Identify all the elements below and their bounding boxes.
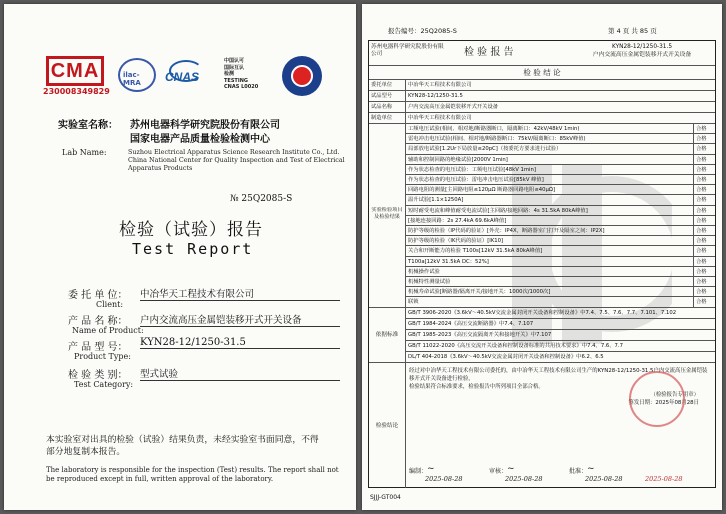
section-title-row	[369, 65, 715, 80]
reviewer-signature: ~	[507, 463, 515, 474]
test-item-text: T100a[12kV 31.5kA DC：52%]	[408, 258, 489, 265]
certification-logos	[43, 56, 326, 104]
lab-name-cn	[58, 118, 280, 145]
cnas-logo: CNAS	[163, 60, 213, 90]
test-item-result: 合格	[696, 187, 707, 194]
divider	[405, 123, 406, 307]
test-item-text: 机械寿命试验[断路器/隔离开关/接地开关：1000次/1000次]	[408, 289, 551, 296]
divider	[405, 307, 406, 362]
product-type-label-en: Product Type:	[74, 352, 131, 361]
info-label: 委托单位	[371, 82, 393, 88]
info-value: 中冶华天工程技术有限公司	[408, 82, 472, 88]
report-conclusion-page	[362, 4, 722, 510]
standard-text: GB/T 3906-2020《3.6kV～40.5kV交流金属封闭开关设备和控制设备》中7.4、7.5、7.6、7.7、7.101、7.102	[408, 309, 677, 316]
footer-code: SJJJ-GT004	[370, 494, 401, 501]
test-item-text: 机械特性测量试验	[408, 279, 451, 285]
product-type-value: KYN28-12/1250-31.5	[140, 337, 340, 349]
items-section-label: 实验检验项目及检验结果	[371, 206, 403, 220]
product-name-label-en: Name of Product:	[72, 326, 144, 335]
lab-name-line1: 苏州电器科学研究院股份有限公司	[130, 120, 280, 131]
editor-label: 编制：	[409, 467, 428, 475]
test-item-result: 合格	[696, 279, 707, 285]
table-title-row	[369, 41, 715, 65]
info-value: 中冶华天工程技术有限公司	[408, 115, 472, 121]
conclusion-table	[368, 40, 716, 488]
report-cover-page	[4, 4, 356, 510]
conclusion-line: 检验结果符合标准要求，检验报告中所列项目全部合格。	[409, 383, 544, 390]
test-item-result: 合格	[696, 166, 707, 173]
product-type-label: 产 品 型 号：	[68, 342, 128, 353]
test-item-text: 温升试验[1.1×1250A]	[408, 197, 464, 204]
test-item-result: 合格	[696, 238, 707, 245]
cqc-logo	[282, 56, 322, 96]
test-item-result: 合格	[696, 217, 707, 224]
test-item-text: 辅助和控制回路的绝缘试验[2000V 1min]	[408, 156, 508, 163]
test-item-text: 机械操作试验	[408, 268, 440, 275]
test-item-result: 合格	[696, 207, 707, 214]
stamp-label: （检验报告专用章）	[650, 391, 699, 398]
test-item-result: 合格	[696, 268, 707, 275]
test-item-text: 联锁	[408, 299, 419, 306]
lab-name-en: Suzhou Electrical Apparatus Science Research Institute Co., Ltd. China National Center for Quality Inspection and Test of Electrical Apparatus Products	[128, 148, 345, 173]
test-item-result: 合格	[696, 126, 707, 132]
lab-name-label: 实验室名称：	[58, 120, 118, 131]
test-category-label: 检 验 类 别：	[68, 370, 128, 381]
test-item-text: 短时耐受电流和峰值耐受电流试验[主回路/接地回路：4s 31.5kA 80kA峰值]	[408, 207, 588, 214]
lab-name-line2: 国家电器产品质量检验检测中心	[130, 134, 270, 145]
header-page-info: 第 4 页 共 85 页	[608, 27, 657, 35]
approver-date: 2025-08-28	[585, 474, 623, 483]
disclaimer-cn: 本实验室对出具的检验（试验）结果负责，未经实验室书面同意，不得部分地复制本报告。	[46, 435, 319, 457]
report-title-en: Test Report	[132, 240, 254, 258]
test-item-text: 防护等级的检验（IP代码的验证）[外壳：IP4X，断路器室门打开及隔室之间：IP2X]	[408, 228, 605, 234]
test-item-text: 局部放电试验[1.2Ur下局放量≤20pC]（按委托方要求进行试验）	[408, 146, 562, 153]
signature-row	[409, 464, 711, 486]
test-category-label-en: Test Category:	[74, 380, 134, 389]
test-item-result: 合格	[696, 136, 707, 143]
test-item-text: 工频电压试验(相间、相对地/断路器断口，隔离断口：42kV/48kV 1min)	[408, 126, 580, 132]
header-product: KYN28-12/1250-31.5 户内交流高压金属铠装移开式开关设备	[592, 44, 692, 58]
standard-text: GB/T 1984-2024《高压交流断路器》中7.4、7.107	[408, 320, 534, 327]
test-item-result: 合格	[696, 228, 707, 234]
test-item-result: 合格	[696, 248, 707, 255]
product-name-label: 产 品 名 称：	[68, 316, 128, 327]
client-label: 委 托 单 位：	[68, 290, 128, 301]
standard-text: GB/T 11022-2020《高压交流开关设备和控制设备标准的共用技术要求》中7.4、7.6、7.7	[408, 342, 623, 349]
test-item-text: 关合和开断能力的检验 T100s[12kV 31.5kA 80kA峰值]	[408, 248, 543, 255]
institute-name: 苏州电器科学研究院股份有限公司	[371, 44, 444, 57]
cma-mark: CMA	[46, 56, 104, 86]
test-item-result: 合格	[696, 299, 707, 306]
accreditation-text: 中国认可 国际互认 检测 TESTING CNAS L0020	[224, 58, 259, 90]
info-label: 试品名称	[371, 104, 393, 110]
lab-name-label-en: Lab Name:	[62, 148, 107, 157]
info-value: KYN28-12/1250-31.5	[408, 93, 463, 99]
product-name-value: 户内交流高压金属铠装移开式开关设备	[140, 312, 340, 327]
test-item-text: 防护等级的检验（IK代码的验证）[IK10]	[408, 238, 504, 245]
test-item-text: 雷电冲击电压试验(相间、相对地/断路器断口：75kV/隔离断口：85kV峰值)	[408, 136, 586, 143]
standards-section-label: 依据标准	[375, 332, 399, 339]
info-label: 制造单位	[371, 115, 393, 121]
editor-signature: ~	[427, 463, 435, 474]
test-item-text: 回路电阻的测量[主回路电阻≤120μΩ 断路器回路电阻≤40μΩ]	[408, 187, 556, 194]
conclusion-label: 检验结论	[375, 423, 399, 430]
divider	[405, 363, 406, 488]
doc-title: 检 验 报 告	[464, 47, 514, 58]
ilac-mra-logo: ilac-MRA	[118, 58, 156, 92]
editor-date: 2025-08-28	[425, 474, 463, 483]
test-item-result: 合格	[696, 258, 707, 265]
reviewer-date: 2025-08-28	[505, 474, 543, 483]
red-stamp	[629, 371, 685, 427]
test-item-text: [接地连接回路：2s 27.4kA 69.6kA峰值]	[408, 217, 507, 224]
conclusion-line: 经过对中冶华天工程技术有限公司委托的，由中冶华天工程技术有限公司生产的KYN28-12/1250-31.5户内交流高压金属铠装移开式开关设备进行检验，	[409, 367, 708, 382]
cma-logo	[43, 56, 110, 96]
cma-number: 230008349829	[43, 87, 110, 96]
issue-date: 签发日期：2025年08月28日	[628, 399, 699, 406]
standard-text: DL/T 404-2018《3.6kV～40.5kV交流金属封闭开关设备和控制设备》中6.2、6.5	[408, 353, 604, 360]
client-label-en: Client:	[96, 300, 124, 309]
approver-label: 批准：	[569, 467, 588, 475]
report-number: № 25Q2085-S	[230, 194, 293, 204]
section-title: 检 验 结 论	[523, 68, 561, 77]
stamp-date: 2025-08-28	[645, 474, 683, 483]
test-item-result: 合格	[696, 289, 707, 296]
conclusion-row	[369, 362, 715, 488]
header-report-no: 报告编号：25Q2085-S	[388, 27, 457, 35]
test-category-value: 型式试验	[140, 366, 340, 381]
client-value: 中冶华天工程技术有限公司	[140, 286, 340, 301]
test-item-result: 合格	[696, 197, 707, 204]
info-label: 试品型号	[371, 93, 393, 99]
test-item-text: 作为状态检查的电压试验：工频电压试验[48kV 1min]	[408, 166, 536, 173]
approver-signature: ~	[587, 463, 595, 474]
standard-text: GB/T 1985-2023《高压交流隔离开关和接地开关》中7.107	[408, 331, 552, 338]
test-item-result: 合格	[696, 146, 707, 153]
report-title-cn: 检验（试验）报告	[119, 220, 263, 240]
test-item-result: 合格	[696, 156, 707, 163]
reviewer-label: 审核：	[489, 467, 508, 475]
test-item-text: 作为状态检查的电压试验：雷电冲击电压试验[85kV 峰值]	[408, 177, 544, 183]
disclaimer-en: The laboratory is responsible for the inspection (Test) results. The report shall not be reproduced except in full, written approval of the laboratory.	[46, 466, 339, 483]
test-item-result: 合格	[696, 177, 707, 183]
info-value: 户内交流高压金属铠装移开式开关设备	[408, 104, 499, 110]
